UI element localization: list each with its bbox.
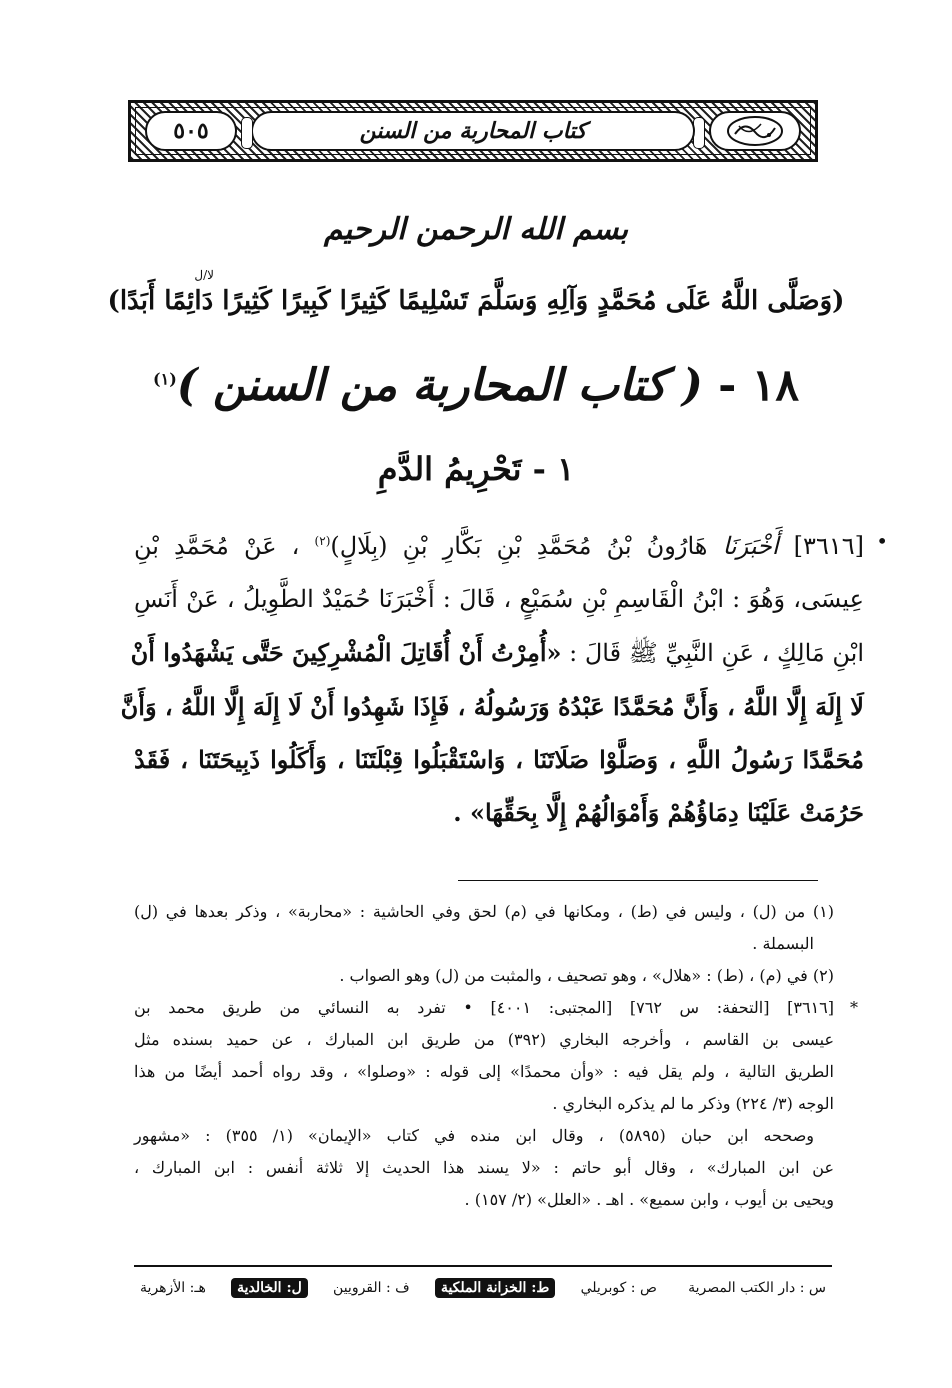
takhrij-line: وصححه ابن حبان (٥٨٩٥) ، وقال ابن منده في كتاب «الإيمان» (١/ ٣٥٥) : «مشهور [134, 1126, 815, 1145]
isnad-text: ابْنِ مَالِكٍ ، عَنِ النَّبِيِّ ﷺ قَالَ : [569, 639, 864, 667]
footnote-separator [458, 880, 818, 881]
asterisk-icon: * [850, 998, 858, 1017]
manuscript-legend [134, 1278, 832, 1298]
basmala: بسم الله الرحمن الرحيم [323, 212, 629, 247]
footnote-1-cont: البسملة . [752, 934, 814, 953]
series-logo [709, 111, 801, 151]
hadith-line: عِيسَى، وَهُوَ : ابْنُ الْقَاسِمِ بْنِ سُمَيْعٍ ، قَالَ : أَخْبَرَنَا حُمَيْدٌ الطَّوِيلُ ، عَنْ أَنَسِ [134, 585, 864, 613]
hadith-line: مُحَمَّدًا رَسُولُ اللَّهِ ، وَصَلَّوْا صَلَاتَنَا ، وَاسْتَقْبَلُوا قِبْلَتَنَا ، وَأَكَلُوا ذَبِيحَتَنَا ، فَقَدْ [134, 745, 864, 774]
matn-text: «أُمِرْتُ أَنْ أُقَاتِلَ الْمُشْرِكِينَ حَتَّى يَشْهَدُوا أَنْ [130, 638, 562, 667]
legend-item: ف : القرويين [333, 1280, 410, 1296]
ornamental-header [128, 100, 818, 162]
footnote-2: (٢) في (م) ، (ط) : «هلال» ، وهو تصحيف ، والمثبت من (ل) وهو الصواب . [339, 966, 834, 985]
narration-verb: أَخْبَرَنَا [722, 532, 779, 560]
section-heading: ١ - تَحْرِيمُ الدَّمِ [377, 450, 575, 488]
legend-item-highlighted: ل: الخالدية [231, 1278, 308, 1298]
book-heading [0, 360, 952, 411]
takhrij-line: [٣٦١٦] [التحفة: س ٧٦٢] [المجتبى: ٤٠٠١] • تفرد به النسائي من طريق محمد بن [134, 998, 835, 1017]
hadith-line [130, 626, 864, 680]
book-number: ١٨ - [718, 360, 799, 411]
manuscript-margin-note: لا/ل [194, 268, 214, 282]
legend-item: ص : كوبريلي [580, 1280, 657, 1296]
legend-item: هـ: الأزهرية [140, 1280, 206, 1296]
takhrij-line: عيسى بن القاسم ، وأخرجه البخاري (٣٩٢) من طريق ابن المبارك ، عن حميد بسنده مثل [134, 1030, 835, 1049]
knot-ornament [241, 117, 253, 149]
running-title: كتاب المحاربة من السنن [251, 111, 695, 151]
footnote-ref: (٢) [314, 534, 331, 548]
legend-separator [134, 1265, 832, 1267]
hadith-number: [٣٦١٦] [793, 532, 864, 560]
hadith-line: لَا إِلَهَ إِلَّا اللَّهُ ، وَأَنَّ مُحَمَّدًا عَبْدُهُ وَرَسُولُهُ ، فَإِذَا شَهِدُوا أَنْ لَا إِلَهَ إِلَّا اللَّهُ ، وَأَنَّ [120, 692, 864, 721]
footnotes [134, 896, 858, 1216]
takhrij-line: الوجه (٣/ ٢٢٤) وذكر ما لم يذكره البخاري . [552, 1094, 834, 1113]
page-number: ٥٠٥ [145, 111, 237, 151]
takhrij-line: عن ابن المبارك» ، وقال أبو حاتم : «لا يسند هذا الحديث إلا ثلاثة أنفس : ابن المبارك ، [134, 1158, 834, 1177]
salawat-line: (وَصَلَّى اللَّهُ عَلَى مُحَمَّدٍ وَآلِهِ وَسَلَّمَ تَسْلِيمًا كَثِيرًا كَبِيرًا كَثِيرًا دَائِمًا أَبَدًا) [107, 286, 845, 316]
takhrij-line: ويحيى بن أيوب ، وابن سميع» . اهـ . «العلل» (٢/ ١٥٧) . [464, 1190, 834, 1209]
hadith-text [120, 515, 888, 839]
hadith-line: حَرُمَتْ عَلَيْنَا دِمَاؤُهُمْ وَأَمْوَالُهُمْ إِلَّا بِحَقِّهَا» . [453, 798, 864, 827]
bullet-icon: • [876, 529, 888, 553]
logo-emblem-icon [725, 114, 785, 148]
takhrij-line: الطريق التالية ، ولم يقل فيه : «وأن محمدًا» إلى قوله : «وصلوا» ، وقد رواه أحمد أيضًا من هذا [134, 1062, 834, 1081]
narrator-text: ، عَنْ مُحَمَّدِ بْنِ [134, 532, 300, 560]
takhrij-block [134, 992, 858, 1216]
footnote-ref: (١) [153, 369, 177, 389]
hadith-line [134, 515, 864, 573]
legend-item: س : دار الكتب المصرية [688, 1280, 826, 1296]
legend-item-highlighted: ط: الخزانة الملكية [435, 1278, 555, 1298]
narrator-text: هَارُونُ بْنُ مُحَمَّدِ بْنِ بَكَّارِ بْنِ (بِلَالٍ) [330, 532, 708, 560]
book-title: ( كتاب المحاربة من السنن ) [176, 360, 703, 411]
footnote-1: (١) من (ل) ، وليس في (ط) ، ومكانها في (م) لحق وفي الحاشية : «محاربة» ، وذكر بعدها في (ل) [134, 902, 835, 921]
